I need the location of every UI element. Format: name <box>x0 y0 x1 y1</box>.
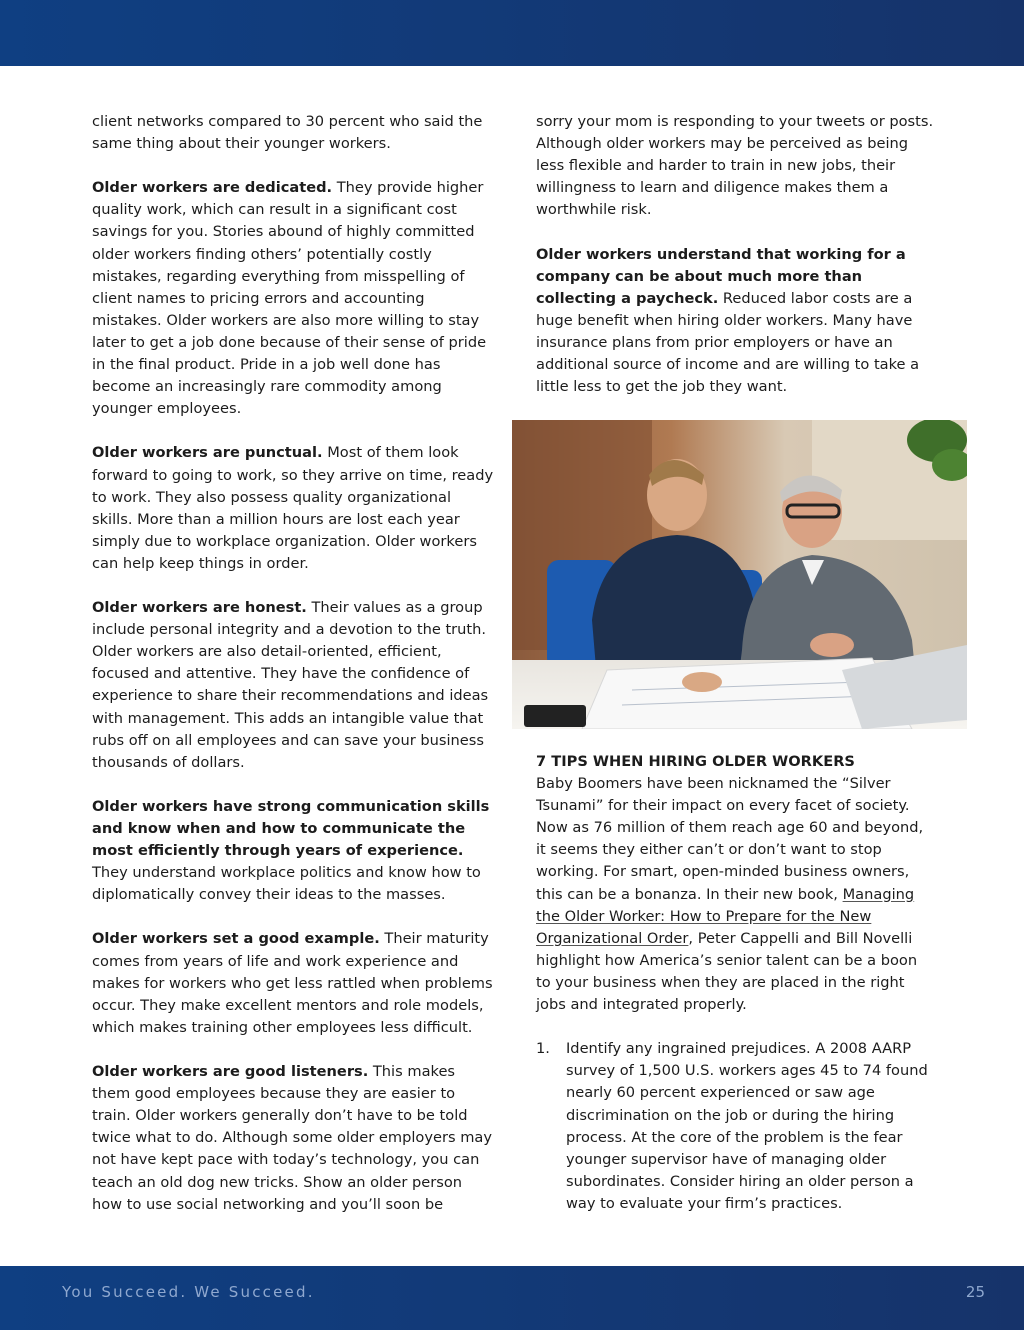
left-column <box>92 111 496 1238</box>
paragraph-body: Their values as a group include personal integrity and a devotion to the truth. Older workers are also detail-oriented, efficient, focused and attentive. They have the confidence of experience to share their recommendations and ideas with management. This adds an intangible value that rubs off on all employees and can save your business thousands of dollars. <box>92 599 489 771</box>
paragraph-lead: Older workers are punctual. <box>92 444 323 462</box>
paragraph-body: Reduced labor costs are a huge benefit when hiring older workers. Many have insurance plans from prior employers or have an additional source of income and are willing to take a little less to get the job they want. <box>536 289 920 396</box>
paragraph-lead: Older workers are honest. <box>92 599 307 617</box>
paragraph-body: They understand workplace politics and know how to diplomatically convey their ideas to the masses. <box>92 864 481 904</box>
paragraph-honest <box>92 597 496 774</box>
paragraph-body: This makes them good employees because they are easier to train. Older workers generally don’t have to be told twice what to do. Although some older employers may not have kept pace with today’s technology, you can teach an old dog new tricks. Show an older person how to use social networking and you’ll soon be <box>92 1063 493 1213</box>
paragraph-communication <box>92 796 496 906</box>
paragraph-text: client networks compared to 30 percent who said the same thing about their younger workers. <box>92 113 483 153</box>
list-item <box>536 1038 936 1215</box>
paragraph-paycheck <box>536 244 936 399</box>
right-column-top <box>536 111 936 420</box>
tips-intro-text: Baby Boomers have been nicknamed the “Silver Tsunami” for their impact on every facet of society. Now as 76 million of them reach age 60 and beyond, it seems they either can’t or don’t want to stop working. For smart, open-minded business owners, this can be a bonanza. In their new book, <box>536 775 924 903</box>
paragraph-listeners <box>92 1061 496 1216</box>
paragraph-body: Their maturity comes from years of life and work experience and makes for workers who get less rattled when problems occur. They make excellent mentors and role models, which makes training other employees less difficult. <box>92 930 493 1036</box>
paragraph-punctual <box>92 442 496 575</box>
tips-list <box>536 1038 936 1215</box>
paragraph-body: They provide higher quality work, which can result in a significant cost savings for you. Stories abound of highly committed older workers finding others’ potentially costly mistakes, regarding everything from misspelling of client names to pricing errors and accounting mistakes. Older workers are also more willing to stay later to get a job done because of their sense of pride in the final product. Pride in a job well done has become an increasingly rare commodity among younger employees. <box>92 179 487 418</box>
photo-two-men-reviewing-plans <box>512 420 967 729</box>
paragraph-good-example <box>92 928 496 1038</box>
tips-heading: 7 TIPS WHEN HIRING OLDER WORKERS <box>536 753 855 770</box>
paragraph-dedicated <box>92 177 496 420</box>
paragraph-text: sorry your mom is responding to your tweets or posts. Although older workers may be perceived as being less flexible and harder to train in new jobs, their willingness to learn and diligence makes them a worthwhile risk. <box>536 113 934 219</box>
paragraph-lead: Older workers have strong communication skills and know when and how to communicate the most efficiently through years of experience. <box>92 797 490 860</box>
book-title-link[interactable]: Managing the Older Worker: How to Prepare for the New Organizational Order <box>536 885 915 947</box>
tips-intro <box>536 751 936 1016</box>
paragraph-lead: Older workers are good listeners. <box>92 1063 369 1081</box>
footer-tagline: You Succeed. We Succeed. <box>62 1283 315 1301</box>
list-item-number: 1. <box>536 1040 550 1058</box>
paragraph-body: Most of them look forward to going to work, so they arrive on time, ready to work. They also possess quality organizational skills. More than a million hours are lost each year simply due to workplace organization. Older workers can help keep things in order. <box>92 444 494 572</box>
paragraph-lead: Older workers understand that working for a company can be about much more than collecting a paycheck. <box>536 245 906 307</box>
tips-intro-text-after: , Peter Cappelli and Bill Novelli highlight how America’s senior talent can be a boon to your business when they are placed in the right jobs and integrated properly. <box>536 929 918 1014</box>
paragraph-continued <box>536 111 936 221</box>
tips-section <box>536 751 936 1215</box>
paragraph-intro-continued <box>92 111 496 155</box>
list-item-text: Identify any ingrained prejudices. A 2008 AARP survey of 1,500 U.S. workers ages 45 to 74 found nearly 60 percent experienced or saw age discrimination on the job or during the hiring process. At the core of the problem is the fear younger supervisor have of managing older subordinates. Consider hiring an older person a way to evaluate your firm’s practices. <box>566 1040 928 1212</box>
page-number: 25 <box>965 1283 985 1301</box>
header-banner <box>0 0 1024 66</box>
paragraph-lead: Older workers set a good example. <box>92 930 380 948</box>
paragraph-lead: Older workers are dedicated. <box>92 179 333 197</box>
